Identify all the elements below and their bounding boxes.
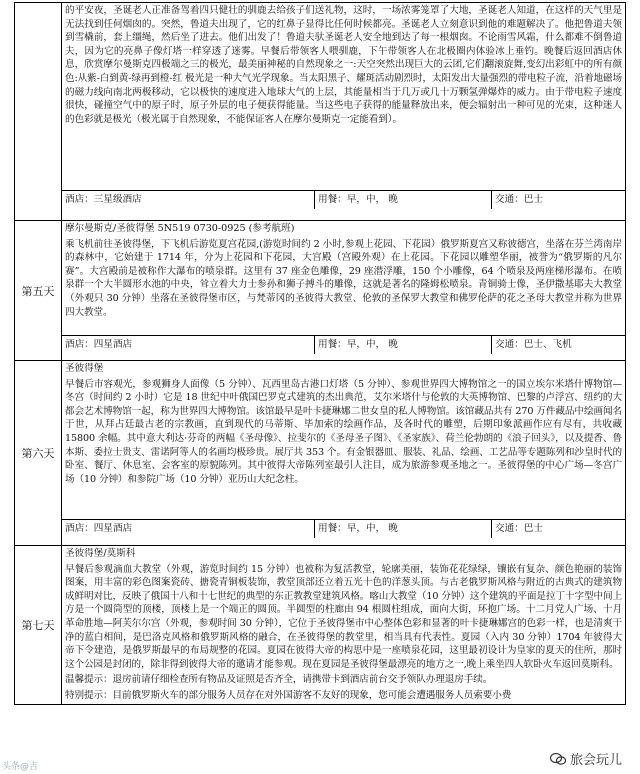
day7-label: 第七天 bbox=[15, 546, 62, 705]
day4-hotel: 酒店：三星级酒店 bbox=[62, 191, 315, 209]
day5-content-cell bbox=[62, 221, 626, 361]
day6-label: 第六天 bbox=[15, 361, 62, 546]
day5-row bbox=[15, 221, 626, 361]
itinerary-table bbox=[14, 2, 626, 705]
day4-meals: 用餐：早，中， 晚 bbox=[315, 191, 492, 209]
day5-description: 乘飞机前往圣彼得堡，下飞机后游览夏宫花园,(游览时间约 2 小时,参观上花园、下花园）俄罗斯夏宫又称彼德宫，坐落在芬兰湾南岸的森林中，它始建于 1714 年，分为上花园和下花园，大宫殿（宫殿外观）在上花园。下花园以雕塑华丽，被誉为“俄罗斯的凡尔赛”。大宫殿前是被称作大瀑布的喷泉群。这里有 37 座金色雕像，29 座潜浮雕，150 个小雕像，64 个喷泉及两座梯形瀑布。在喷泉群一个大半圆形水池的中央，耸立着大力士参孙和狮子搏斗的雕像，这就是著名的隆姆松喷泉。青铜骑士像，圣伊撒基耶夫大教堂（外观只 30 分钟）坐落在圣彼得堡市区，与梵蒂冈的圣彼得大教堂、伦敦的圣保罗大教堂和佛罗伦萨的花之圣母大教堂并称为世界四大教堂。 bbox=[65, 238, 622, 318]
day4-content-cell bbox=[62, 3, 626, 221]
itinerary-sheet bbox=[14, 2, 626, 705]
day5-transport: 交通：巴士、飞机 bbox=[495, 338, 572, 350]
day4-footer bbox=[62, 190, 625, 209]
day4-transport: 交通：巴士 bbox=[495, 194, 543, 205]
day4-label-cell bbox=[15, 3, 62, 221]
day6-title: 圣彼得堡 bbox=[65, 363, 104, 374]
watermark-left: 头条@吉 bbox=[2, 762, 39, 772]
watermark-right-text: 旅会玩儿 bbox=[569, 753, 622, 768]
day5-hotel: 酒店：四星酒店 bbox=[62, 336, 315, 354]
day6-transport: 交通：巴士 bbox=[495, 522, 543, 534]
day4-description: 的平安夜，圣诞老人正准备驾着四只健壮的驯鹿去给孩子们送礼物，这时，一场浓雾笼罩了大地，圣诞老人知道，在这样的天气里是无法找到任何烟囱的。突然，鲁道夫出现了，它的红鼻子显得比任何时候都亮。圣诞老人立刻意识到他的难题解决了。他把鲁道夫领到雪橇前，套上缰绳，然后坐了进去。他们出发了！鲁道夫驮圣诞老人安全地到达了每一根烟囱。不论雨雪风霜，什么都难不倒鲁道夫，因为它的亮鼻子像灯塔一样穿透了迷雾。早餐后带领客人喂驯鹿，下午带领客人在北极圈内体验冰上垂钓。晚餐后返回酒店休息，欣赏摩尔曼斯克四极端之三的极光，最美丽神秘的自然现象之一:天空突然出现巨大的云团,它们翻滚旋舞,变幻出彩虹中的所有颜色:从紫-白到黄-绿再到橙-红 极光是一种大气光学现象。当太阳黑子、耀斑活动剧烈时，太阳发出大量强烈的带电粒子流，沿着地磁场的磁力线向南北两极移动，它以极快的速度进入地球大气的上层，其能量相当于几万或几十万颗氢弹爆炸的威力。由于带电粒子速度很快，碰撞空气中的原子时，原子外层的电子便获得能量。当这些电子获得的能量释放出来，便会辐射出一种可见的光束，这种迷人的色彩就是极光（极光属于自然现象，不能保证客人在摩尔曼斯克一定能看到）。 bbox=[65, 5, 622, 125]
watermark-right bbox=[546, 749, 626, 768]
day7-row bbox=[15, 546, 626, 705]
day7-description: 早餐后参观滴血大教堂（外观，游览时间约 15 分钟）也被称为复活教堂，轮廓美丽，装饰花花绿绿，镶嵌有复杂、颜色艳丽的装饰图案，用丰富的彩色图案瓷砖、搪瓷青铜板装饰，教堂顶部还立着五光十色的洋葱头顶。与古老俄罗斯风格与附近的古典式的建筑物成鲜明对比，反映了俄国十八和十七世纪的典型的东正教教堂建筑风格。喀山大教堂（10 分钟）这个建筑的平面是拉丁十字型中间上方是一个圆筒型的顶楼，顶楼上是一个端正的圆顶。半圆型的柱廊由 94 根圆柱组成，面向大街，环抱广场。十二月党人广场、十月革命胜地—阿芙尔尔宫（外观，参观时间 30 分钟），它位于圣彼得堡市中心整体色彩和显著的叶卡捷琳娜宫的色彩一样，也是清爽干净的蓝白相间，是巴洛克风格和俄罗斯风格的融合，在圣彼得堡的教堂里，相当具有代表性。夏园（入内 30 分钟）1704 年彼得大帝下令建造，是俄罗斯最早的布局规整的花园。夏园在彼得大帝的构思中是一座喷泉花园，这里最初设计为皇家的夏天的住所，那时这个公园是封闭的，除非得到彼得大帝的邀请才能参观。现在夏园是圣彼得堡最漂亮的地方之一,晚上乘坐四人软卧火车返回莫斯科。 bbox=[65, 563, 622, 670]
day6-row bbox=[15, 361, 626, 546]
day7-tip-reminder: 温馨提示：退房前请仔细检查所有物品及证照是否齐全，请携带卡到酒店前台交予领队办理退房手续。 bbox=[65, 674, 493, 686]
day6-content-cell bbox=[62, 361, 626, 546]
day7-title: 圣彼得堡/莫斯科 bbox=[65, 548, 136, 559]
wechat-icon bbox=[550, 752, 566, 766]
day7-tip-special: 特别提示：目前俄罗斯火车的部分服务人员存在对外国游客不友好的现象，您可能会遭遇服务人员索要小费 bbox=[65, 689, 512, 701]
day6-description: 早餐后市容观光，参观狮身人面像（5 分钟）、瓦西里岛古港口灯塔（5 分钟）、参观世界四大博物馆之一的国立埃尔米塔什博物馆—冬宫（时间约 2 小时）它是 18 世纪中叶俄国巴罗克式建筑的杰出典范，艾尔米塔什与伦敦的大英博物馆、巴黎的卢浮宫、纽约的大都会艺术博物馆一起，称为世界四大博物馆。该馆最早是叶卡捷琳娜二世女皇的私人博物馆。该馆藏品共有 270 万件藏品中绘画闻名于世，从拜占廷最古老的宗教画，直到现代的马蒂斯、毕加索的绘画作品，及各时代的雕塑，后期印象派画作应有尽有，共收藏 15800 余幅。其中意大利达·芬奇的两幅《圣母像》、拉斐尔的《圣母圣子图》、《圣家族》、荷兰伦勃朗的《浪子回头》，以及提香、鲁本斯、委拉士贵支、雷诺阿等人的名画均极珍贵。展厅共 353 个。有金银器皿、服装、礼品、绘画、工艺品等专题陈列和沙皇时代的卧室、餐厅、休息室、会客室的原貌陈列。其中彼得大帝陈列室最引人注目，成为旅游参观圣地之一。圣彼得堡的中心广场—冬宫广场（10 分钟）和参院广场（10 分钟）亚历山大纪念柱。 bbox=[65, 378, 622, 485]
day6-footer bbox=[62, 519, 625, 538]
day5-title: 摩尔曼斯克/圣彼得堡 5N519 0730-0925 (参考航班) bbox=[65, 223, 295, 234]
day6-meals: 用餐：早，中， 晚 bbox=[315, 520, 492, 538]
day4-row bbox=[15, 3, 626, 221]
day5-footer bbox=[62, 335, 625, 354]
day6-hotel: 酒店：四星酒店 bbox=[62, 520, 315, 538]
day7-content-cell bbox=[62, 546, 626, 705]
day5-label: 第五天 bbox=[15, 221, 62, 361]
day5-meals: 用餐：早，中， 晚 bbox=[315, 336, 492, 354]
